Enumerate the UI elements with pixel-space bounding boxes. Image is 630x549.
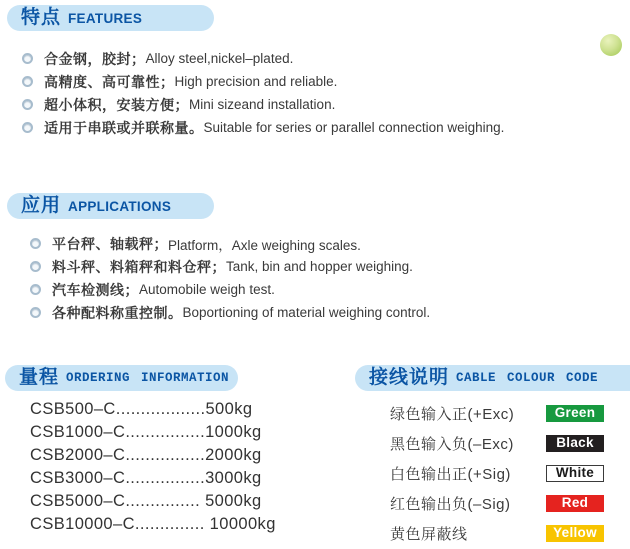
ring-bullet-icon	[22, 53, 33, 64]
model-row-text: CSB500–C..................500kg	[30, 400, 253, 418]
applications-section-header	[7, 193, 214, 219]
model-list	[30, 398, 276, 536]
features-section-header	[7, 5, 214, 31]
cable-section-header	[355, 365, 630, 391]
application-item	[30, 278, 430, 301]
green-sphere-icon	[600, 34, 622, 56]
application-item-en: Platform，Axle weighing scales.	[168, 237, 361, 253]
feature-item	[22, 116, 504, 139]
cable-label: 红色输出负(–Sig)	[390, 495, 511, 513]
features-title-en: FEATURES	[68, 10, 143, 26]
model-row-text: CSB10000–C.............. 10000kg	[30, 515, 276, 533]
feature-item-en: Suitable for series or parallel connection weighing.	[203, 120, 505, 135]
feature-item-zh: 合金钢，胶封；	[44, 50, 146, 67]
ordering-title-en: ORDERING INFORMATION	[66, 371, 230, 385]
cable-row	[390, 488, 604, 518]
cable-label: 绿色输入正(+Exc)	[390, 405, 515, 423]
model-row	[30, 421, 276, 444]
ordering-title-zh: 量程	[19, 367, 60, 388]
cable-colour-badge-red: Red	[546, 495, 604, 512]
model-row-text: CSB3000–C................3000kg	[30, 469, 262, 487]
ring-bullet-icon	[30, 238, 41, 249]
feature-item-en: High precision and reliable.	[174, 74, 338, 89]
application-item-en: Tank, bin and hopper weighing.	[226, 259, 413, 274]
feature-item-zh: 高精度、高可靠性；	[44, 73, 175, 90]
cable-colour-badge-white: White	[546, 465, 604, 482]
ring-bullet-icon	[22, 99, 33, 110]
cable-title-zh: 接线说明	[369, 367, 450, 388]
feature-item-en: Mini sizeand installation.	[189, 97, 336, 112]
ordering-section-header	[5, 365, 238, 391]
cable-title-en: CABLE COLOUR CODE	[456, 371, 599, 385]
model-row	[30, 398, 276, 421]
feature-item	[22, 70, 504, 93]
cable-row	[390, 458, 604, 488]
ring-bullet-icon	[30, 284, 41, 295]
application-item	[30, 301, 430, 324]
cable-colour-badge-yellow: Yellow	[546, 525, 604, 542]
applications-title-en: APPLICATIONS	[68, 198, 172, 214]
application-item	[30, 232, 430, 255]
feature-item-zh: 适用于串联或并联称量。	[44, 119, 204, 136]
model-row	[30, 513, 276, 536]
cable-colour-badge-green: Green	[546, 405, 604, 422]
features-title-zh: 特点	[21, 7, 62, 28]
application-item-en: Automobile weigh test.	[139, 282, 275, 297]
feature-item-zh: 超小体积，安装方便；	[44, 96, 189, 113]
ring-bullet-icon	[30, 261, 41, 272]
model-row-text: CSB1000–C................1000kg	[30, 423, 262, 441]
application-item-zh: 各种配料称重控制。	[52, 304, 183, 321]
applications-title-zh: 应用	[21, 195, 62, 216]
application-item-zh: 汽车检测线；	[52, 281, 139, 298]
application-item-en: Boportioning of material weighing control.	[182, 305, 431, 320]
cable-colour-badge-black: Black	[546, 435, 604, 452]
features-list	[22, 47, 504, 139]
feature-item-en: Alloy steel,nickel–plated.	[145, 51, 294, 66]
cable-colour-table	[390, 398, 604, 548]
ring-bullet-icon	[22, 122, 33, 133]
cable-label: 白色输出正(+Sig)	[390, 465, 511, 483]
model-row	[30, 444, 276, 467]
application-item	[30, 255, 430, 278]
model-row	[30, 467, 276, 490]
model-row-text: CSB5000–C............... 5000kg	[30, 492, 262, 510]
cable-row	[390, 518, 604, 548]
ring-bullet-icon	[22, 76, 33, 87]
ring-bullet-icon	[30, 307, 41, 318]
model-row	[30, 490, 276, 513]
feature-item	[22, 93, 504, 116]
model-row-text: CSB2000–C................2000kg	[30, 446, 262, 464]
cable-label: 黑色输入负(–Exc)	[390, 435, 514, 453]
feature-item	[22, 47, 504, 70]
application-item-zh: 料斗秤、料箱秤和料仓秤；	[52, 258, 226, 275]
cable-row	[390, 428, 604, 458]
cable-row	[390, 398, 604, 428]
application-item-zh: 平台秤、轴载秤；	[52, 235, 168, 252]
cable-label: 黄色屏蔽线	[390, 525, 468, 543]
applications-list	[30, 232, 430, 324]
